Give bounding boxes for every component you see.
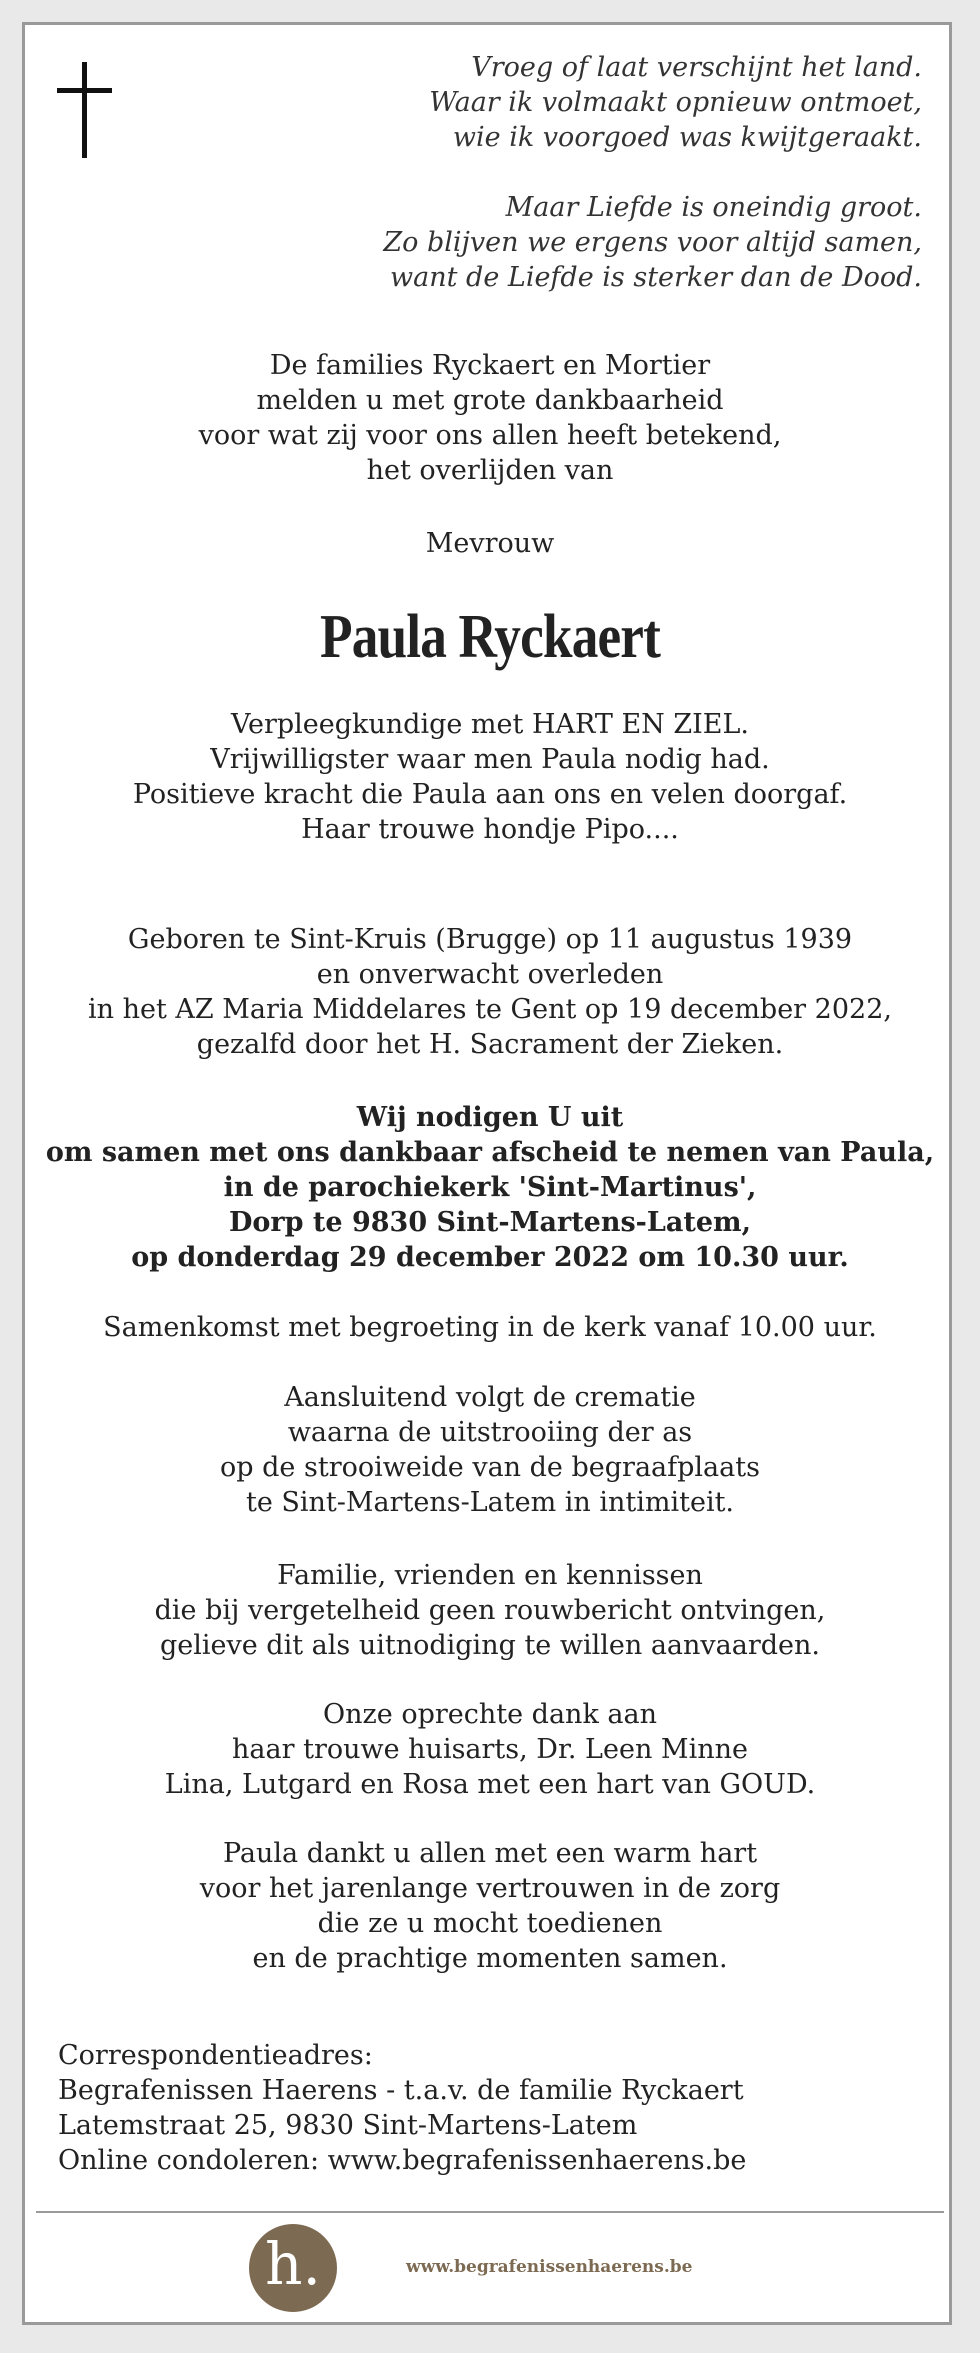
honorific — [0, 526, 980, 561]
text-line: te Sint-Martens-Latem in intimiteit. — [245, 1487, 735, 1518]
poem-line: Maar Liefde is oneindig groot. — [505, 192, 922, 223]
poem-line: want de Liefde is sterker dan de Dood. — [390, 262, 922, 293]
closing-message — [0, 1836, 980, 1976]
correspondence-address — [58, 2038, 746, 2178]
text-line: Vrijwilligster waar men Paula nodig had. — [210, 744, 770, 775]
text-line: het overlijden van — [366, 455, 614, 486]
tribute — [0, 707, 980, 847]
honorific-text: Mevrouw — [425, 528, 555, 559]
text-line: voor wat zij voor ons allen heeft betekend, — [198, 420, 782, 451]
text-line: waarna de uitstrooiing der as — [287, 1417, 693, 1448]
footer-divider — [36, 2211, 944, 2213]
text-line: melden u met grote dankbaarheid — [256, 385, 724, 416]
text-line: en onverwacht overleden — [316, 959, 664, 990]
poem-line: Vroeg of laat verschijnt het land. — [471, 52, 922, 83]
text-line: om samen met ons dankbaar afscheid te nemen van Paula, — [45, 1137, 935, 1168]
text-line: Wij nodigen U uit — [356, 1102, 624, 1133]
correspondence-line: Latemstraat 25, 9830 Sint-Martens-Latem — [58, 2110, 638, 2141]
text-line: Familie, vrienden en kennissen — [277, 1560, 703, 1591]
text-line: Positieve kracht die Paula aan ons en velen doorgaf. — [132, 779, 848, 810]
text-line: Onze oprechte dank aan — [323, 1699, 657, 1730]
text-line: Dorp te 9830 Sint-Martens-Latem, — [229, 1207, 751, 1238]
correspondence-heading: Correspondentieadres: — [58, 2040, 373, 2071]
website-link[interactable]: www.begrafenissenhaerens.be — [406, 2257, 693, 2277]
birth-death-details — [0, 922, 980, 1062]
funeral-invitation — [0, 1100, 980, 1275]
text-line: Aansluitend volgt de crematie — [284, 1382, 696, 1413]
funeral-home-logo: h. — [249, 2224, 337, 2312]
text-line: die ze u mocht toedienen — [317, 1908, 663, 1939]
text-line: op de strooiweide van de begraafplaats — [220, 1452, 760, 1483]
poem-line: Waar ik volmaakt opnieuw ontmoet, — [429, 87, 922, 118]
deceased-name: Paula Ryckaert — [319, 603, 660, 671]
text-line: Samenkomst met begroeting in de kerk vanaf 10.00 uur. — [103, 1312, 877, 1343]
text-line: Lina, Lutgard en Rosa met een hart van GOUD. — [164, 1769, 816, 1800]
poem-line: wie ik voorgoed was kwijtgeraakt. — [452, 122, 922, 153]
text-line: op donderdag 29 december 2022 om 10.30 uur. — [131, 1242, 849, 1273]
text-line: gelieve dit als uitnodiging te willen aanvaarden. — [159, 1630, 820, 1661]
poem-stanza-2 — [322, 190, 922, 295]
poem-line: Zo blijven we ergens voor altijd samen, — [383, 227, 922, 258]
gathering-info — [0, 1310, 980, 1345]
text-line: Haar trouwe hondje Pipo.... — [301, 814, 679, 845]
text-line: en de prachtige momenten samen. — [252, 1943, 728, 1974]
announcement-intro — [0, 348, 980, 488]
text-line: in de parochiekerk 'Sint-Martinus', — [223, 1172, 757, 1203]
text-line: Geboren te Sint-Kruis (Brugge) op 11 augustus 1939 — [127, 924, 853, 955]
acknowledgements — [0, 1697, 980, 1802]
family-notice — [0, 1558, 980, 1663]
cremation-info — [0, 1380, 980, 1520]
text-line: Verpleegkundige met HART EN ZIEL. — [230, 709, 750, 740]
poem — [322, 50, 922, 295]
text-line: gezalfd door het H. Sacrament der Zieken. — [196, 1029, 784, 1060]
text-line: haar trouwe huisarts, Dr. Leen Minne — [232, 1734, 748, 1765]
text-line: die bij vergetelheid geen rouwbericht ontvingen, — [154, 1595, 826, 1626]
text-line: Paula dankt u allen met een warm hart — [222, 1838, 758, 1869]
cross-icon — [57, 62, 112, 158]
online-condolence-link[interactable]: Online condoleren: www.begrafenissenhaerens.be — [58, 2145, 747, 2176]
poem-stanza-1 — [322, 50, 922, 155]
text-line: voor het jarenlange vertrouwen in de zorg — [199, 1873, 781, 1904]
text-line: De families Ryckaert en Mortier — [269, 350, 711, 381]
correspondence-line: Begrafenissen Haerens - t.a.v. de familie Ryckaert — [58, 2075, 744, 2106]
text-line: in het AZ Maria Middelares te Gent op 19 december 2022, — [88, 994, 892, 1025]
